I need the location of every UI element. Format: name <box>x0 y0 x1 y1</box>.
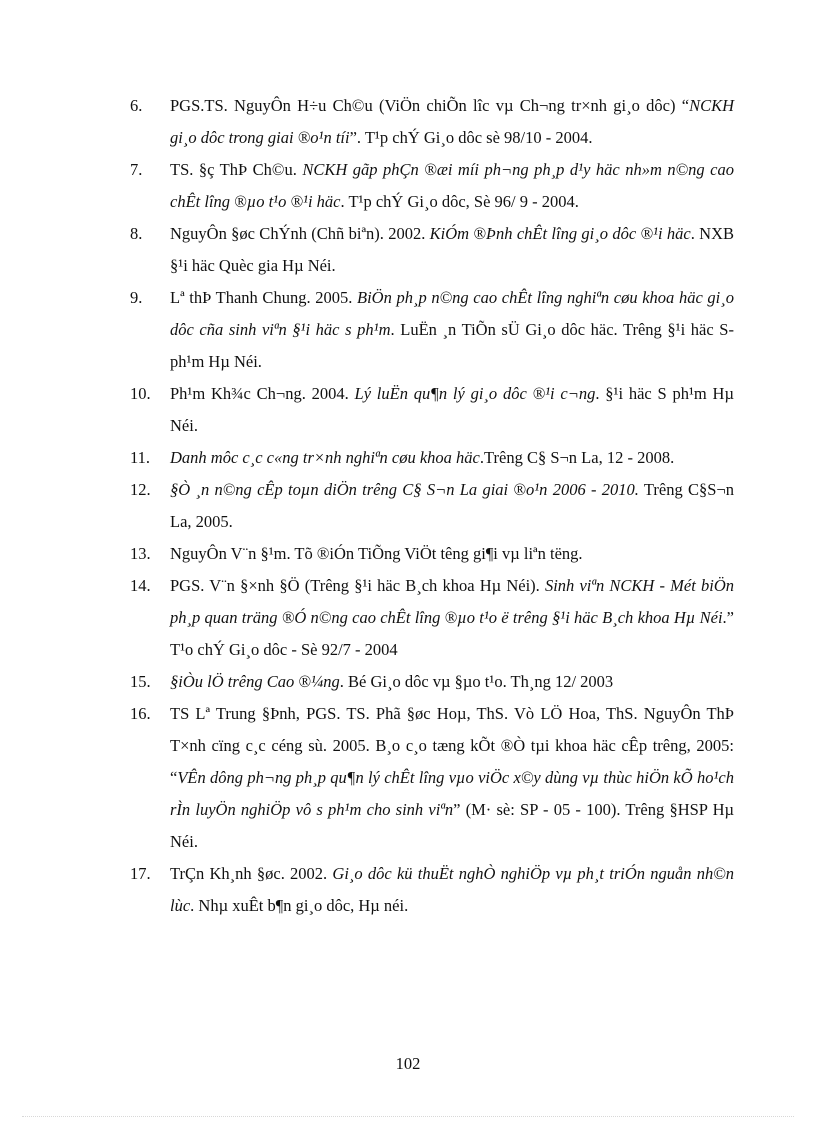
reference-segment: . Nhµ xuÊt b¶n gi¸o dôc, Hµ néi. <box>190 896 409 915</box>
reference-segment: TrÇn Kh¸nh §øc. 2002. <box>170 864 333 883</box>
reference-title: §Ò ¸n n©ng cÊp toµn diÖn trêng C§ S¬n La giai ®o¹n 2006 - 2010. <box>170 480 639 499</box>
reference-title: Sinh viªn NCKH - Mét biÖn ph¸p quan träng ®Ó n©ng cao chÊt lîng ®µo t¹o ë trêng §¹i häc B¸ch khoa Hµ Néi <box>170 576 734 627</box>
reference-segment: . T¹p chÝ Gi¸o dôc, Sè 96/ 9 - 2004. <box>340 192 579 211</box>
reference-segment: . NXB §¹i häc Quèc gia Hµ Néi. <box>170 224 734 275</box>
reference-number: 10. <box>130 384 151 403</box>
reference-list <box>130 90 734 922</box>
reference-segment: ” (M· sè: SP - 05 - 100). Trêng §HSP Hµ Néi. <box>170 800 734 851</box>
reference-title: KiÓm ®Þnh chÊt lîng gi¸o dôc ®¹i häc <box>429 224 691 243</box>
reference-text <box>170 538 734 570</box>
reference-text <box>170 378 734 442</box>
reference-text <box>170 858 734 922</box>
reference-item <box>130 858 734 922</box>
reference-segment: . Bé Gi¸o dôc vµ §µo t¹o. Th¸ng 12/ 2003 <box>339 672 614 691</box>
reference-item <box>130 378 734 442</box>
reference-item <box>130 666 734 698</box>
reference-segment: ”. T¹p chÝ Gi¸o dôc sè 98/10 - 2004. <box>349 128 593 147</box>
reference-segment: .Trêng C§ S¬n La, 12 - 2008. <box>479 448 675 467</box>
reference-item <box>130 538 734 570</box>
reference-segment: PGS.TS. NguyÔn H÷u Ch©u (ViÖn chiÕn lîc vµ Ch¬ng tr×nh gi¸o dôc) “ <box>170 96 690 115</box>
reference-number: 8. <box>130 224 143 243</box>
reference-title: VÊn dông ph¬ng ph¸p qu¶n lý chÊt lîng vµo viÖc x©y dùng vµ thùc hiÖn kÕ ho¹ch rÌn luyÖn nghiÖp vô s ph¹m cho sinh viªn <box>170 768 734 819</box>
reference-text <box>170 474 734 538</box>
reference-item <box>130 154 734 218</box>
reference-number: 12. <box>130 480 151 499</box>
reference-text <box>170 442 734 474</box>
reference-text <box>170 154 734 218</box>
reference-item <box>130 218 734 282</box>
reference-title: Danh môc c¸c c«ng tr×nh nghiªn cøu khoa häc <box>170 448 480 467</box>
reference-text <box>170 90 734 154</box>
reference-number: 16. <box>130 704 151 723</box>
reference-number: 9. <box>130 288 143 307</box>
reference-segment: . LuËn ¸n TiÕn sÜ Gi¸o dôc häc. Trêng §¹i häc S ph¹m Hµ Néi. <box>170 320 734 371</box>
reference-item <box>130 90 734 154</box>
reference-text <box>170 570 734 666</box>
reference-title: BiÖn ph¸p n©ng cao chÊt lîng nghiªn cøu khoa häc gi¸o dôc cña sinh viªn §¹i häc s ph¹m <box>170 288 734 339</box>
reference-segment: Trêng C§S¬n La, 2005. <box>170 480 734 531</box>
reference-segment: PGS. V¨n §×nh §Ö (Trêng §¹i häc B¸ch khoa Hµ Néi). <box>170 576 545 595</box>
reference-segment: .” T¹o chÝ Gi¸o dôc - Sè 92/7 - 2004 <box>170 608 734 659</box>
reference-segment: TS Lª Trung §Þnh, PGS. TS. Phã §øc Hoµ, ThS. Vò LÖ Hoa, ThS. NguyÔn ThÞ T×nh cïng c¸c céng sù. 2005. B¸o c¸o tæng kÕt ®Ò tµi khoa häc cÊp trêng, 2005: “ <box>170 704 734 787</box>
reference-text <box>170 698 734 858</box>
reference-segment: Ph¹m Kh¾c Ch¬ng. 2004. <box>170 384 355 403</box>
reference-number: 17. <box>130 864 151 883</box>
page-bottom-divider <box>22 1116 794 1117</box>
reference-text <box>170 282 734 378</box>
reference-title: NCKH gãp phÇn ®æi míi ph¬ng ph¸p d¹y häc nh»m n©ng cao chÊt lîng ®µo t¹o ®¹i häc <box>170 160 735 211</box>
reference-text <box>170 218 734 282</box>
reference-title: Lý luËn qu¶n lý gi¸o dôc ®¹i c¬ng <box>354 384 596 403</box>
reference-item <box>130 474 734 538</box>
reference-number: 6. <box>130 96 143 115</box>
reference-segment: NguyÔn §øc ChÝnh (Chñ biªn). 2002. <box>170 224 430 243</box>
reference-segment: Lª thÞ Thanh Chung. 2005. <box>170 288 357 307</box>
page-number: 102 <box>395 1054 421 1073</box>
reference-item <box>130 698 734 858</box>
reference-item <box>130 282 734 378</box>
reference-item <box>130 570 734 666</box>
reference-number: 15. <box>130 672 151 691</box>
reference-item <box>130 442 734 474</box>
reference-title: NCKH gi¸o dôc trong giai ®o¹n tíi <box>170 96 734 147</box>
reference-title: Gi¸o dôc kü thuËt nghÒ nghiÖp vµ ph¸t triÓn nguån nh©n lùc <box>170 864 734 915</box>
reference-number: 11. <box>130 448 151 467</box>
reference-number: 14. <box>130 576 151 595</box>
reference-segment: TS. §ç ThÞ Ch©u. <box>170 160 303 179</box>
reference-number: 13. <box>130 544 151 563</box>
reference-segment: NguyÔn V¨n §¹m. Tõ ®iÓn TiÕng ViÖt têng gi¶i vµ liªn tëng. <box>170 544 583 563</box>
reference-segment: . §¹i häc S ph¹m Hµ Néi. <box>170 384 734 435</box>
reference-number: 7. <box>130 160 143 179</box>
reference-text <box>170 666 734 698</box>
reference-title: §iÒu lÖ trêng Cao ®¼ng <box>170 672 340 691</box>
